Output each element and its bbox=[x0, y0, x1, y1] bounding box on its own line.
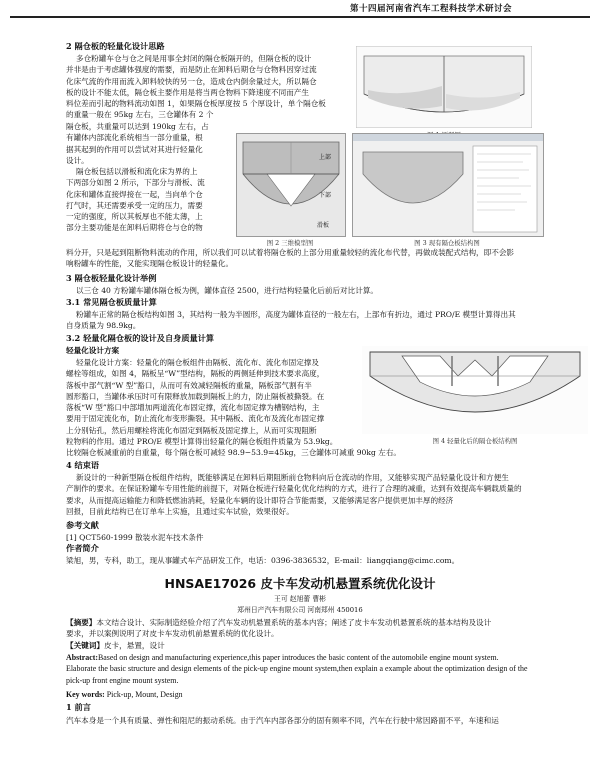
author-bio-heading: 作者简介 bbox=[66, 543, 99, 553]
text-line: 隔仓板包括以滑板和流化床为界的上 bbox=[76, 167, 198, 176]
text-line: 圆形豁口，当罐体承压时可有限释放加载到隔板上的力，防止隔板被撕裂。在 bbox=[66, 391, 325, 401]
author-bio-text: 梁旭，男，专科，助工，现从事罐式车产品研发工作，电话：0396-3836532，E-mail：liangqiang@cimc.com。 bbox=[66, 556, 460, 565]
abstract-line: 要求，并以案例说明了对皮卡车发动机前悬置系统的优化设计。 bbox=[66, 629, 279, 639]
text-line: 隔仓板，共重量可以达到 190kg 左右，占 bbox=[66, 122, 209, 131]
abstract-en-line bbox=[66, 652, 594, 663]
reference-item: [1] QCT560-1999 散装水泥车技术条件 bbox=[66, 533, 204, 542]
text-line: 要用于固定流化布，防止流化布变形撕裂。其中隔板、流化布及流化布固定撑 bbox=[66, 414, 325, 424]
section3-2-text bbox=[66, 357, 356, 447]
abstract-en-line: Elaborate the basic structure and design elements of the pick-up engine mount system,then explain a example about the optimization design of the bbox=[66, 664, 528, 674]
paper2-keywords-en bbox=[66, 689, 594, 700]
section2-para1 bbox=[66, 53, 356, 121]
header-rule bbox=[10, 16, 590, 18]
paper2-abstract bbox=[66, 617, 594, 651]
section4-text bbox=[66, 472, 594, 517]
figure-4-caption: 图 4 轻量化后的隔仓板结构图 bbox=[432, 437, 518, 445]
section3-2-label: 轻量化设计方案 bbox=[66, 346, 120, 355]
text-line: 板的设计不能太低，隔仓板主要作用是将当两仓物料下降速度不同而产生 bbox=[66, 87, 309, 97]
text-line: 料位差而引起的物料流动如图 1，如果隔仓板厚度按 5 个厚设计，单个隔仓板 bbox=[66, 99, 326, 109]
section2-para2 bbox=[66, 166, 231, 234]
text-line: 打气时，其还需要承受一定的压力，需要 bbox=[66, 200, 203, 210]
text-line: 下两部分如图 2 所示，下部分与滑板、流 bbox=[66, 178, 205, 188]
section2-heading: 2 隔仓板的轻量化设计思路 bbox=[66, 41, 165, 51]
abstract-text: 本文结合设计、实际制造经验介绍了汽车发动机悬置系统的基本内容；阐述了皮卡车发动机悬置系统的基本结构及设计 bbox=[96, 618, 492, 627]
text-line: 设计。 bbox=[66, 155, 89, 165]
section3-1-text bbox=[66, 309, 594, 332]
keywords-en-label: Key words: bbox=[66, 690, 105, 699]
text-line: 部分主要功能是在卸料后期将仓与仓的物 bbox=[66, 223, 203, 233]
text-line: 的重量一般在 95kg 左右，三仓罐体有 2 个 bbox=[66, 110, 214, 120]
text-line: 多仓粉罐车仓与仓之间是用事全封闭的隔仓板隔开的，但隔仓板的设计 bbox=[76, 54, 312, 63]
section3-2-summary: 比较隔仓板减重前的自重量，每个隔仓板可减轻 98.9−53.9=45kg，三仓罐体可减重 90kg 左右。 bbox=[66, 448, 402, 457]
label-upper: 上部 bbox=[319, 154, 332, 161]
section2-para2-cont bbox=[66, 247, 594, 270]
section4-heading: 4 结束语 bbox=[66, 460, 100, 470]
paper2-authors: 王可 赵旭蕾 曹彬 bbox=[274, 595, 326, 603]
section3-heading: 3 隔仓板轻量化设计举例 bbox=[66, 273, 157, 283]
abstract-en-label: Abstract: bbox=[66, 653, 98, 662]
text-line: 落板“W 型”豁口中部增加两道流化布固定撑，流化布固定撑为槽钢结构，主 bbox=[66, 403, 320, 413]
abstract-en-text: Based on design and manufacturing experience,this paper introduces the basic content of the automobile engine mount system. bbox=[98, 653, 499, 662]
section2-para1-cont bbox=[66, 121, 231, 166]
text-line: 化床和罐体直接焊接在一起，当向单个仓 bbox=[66, 189, 203, 199]
keywords-line bbox=[66, 640, 594, 651]
text-line: 响粉罐车的性能，又能实现隔仓板设计的轻量化。 bbox=[66, 259, 234, 269]
label-lower: 下部 bbox=[319, 192, 332, 199]
paper2-intro-heading: 1 前言 bbox=[66, 702, 91, 712]
principle-diagram bbox=[356, 46, 532, 128]
abstract-en-line: pick-up front engine mount system. bbox=[66, 675, 179, 685]
text-line: 回报，目前此结构已在订单车上实施，且通过实车试验，效果很好。 bbox=[66, 506, 294, 516]
text-line: 螺栓等组成，如图 4，隔板呈“W”型结构，隔板的两侧延伸到技术要求高度， bbox=[66, 369, 325, 379]
references-heading: 参考文献 bbox=[66, 520, 99, 530]
text-line: 一定的强度，所以其板厚也不能太薄，上 bbox=[66, 212, 203, 222]
figure-2-caption: 图 2 三维模型图 bbox=[266, 239, 314, 247]
paper2-abstract-en bbox=[66, 652, 594, 686]
figure-1-principle bbox=[356, 46, 532, 128]
paper2-title: HNSAE17026 皮卡车发动机悬置系统优化设计 bbox=[164, 576, 436, 591]
figure-3-current-structure bbox=[352, 133, 544, 237]
text-line: 轻量化设计方案：轻量化的隔仓板组件由隔板、流化布、流化布固定撑及 bbox=[76, 358, 319, 367]
figure-3-caption: 图 3 现有隔仓板结构图 bbox=[414, 239, 480, 247]
abstract-label: 【摘要】 bbox=[66, 618, 97, 627]
keywords-en-text: Pick-up, Mount, Design bbox=[106, 690, 183, 699]
paper2-affiliation: 郑州日产汽车有限公司 河南郑州 450016 bbox=[237, 606, 363, 614]
text-line: 产制作的要求。在保证粉罐车专用性能的前提下，对隔仓板进行轻量化优化结构的方式，进行了合理的减重，达到有效提高车辆载质量的 bbox=[66, 484, 522, 494]
text-line: 落板中部气割“W 型”豁口，从而可有效减轻隔板的重量，隔板部气割有半 bbox=[66, 380, 312, 390]
keywords-label: 【关键词】 bbox=[66, 640, 104, 650]
lightweight-partition-drawing bbox=[362, 346, 588, 434]
text-line: 化床气流的作用而流入卸料较快的另一仓，造成仓内倒余量过大，所以隔仓 bbox=[66, 76, 317, 86]
label-slide: 滑板 bbox=[317, 222, 330, 229]
text-line: 要求，从而提高运输能力和降低燃油消耗，轻量化车辆的设计即符合节能需要，又能够满足客户提供更加丰厚的经济 bbox=[66, 495, 454, 505]
text-line: 粉罐车正常的隔仓板结构如图 3，其结构一般为半圆形，高度为罐体直径的一般左右，上部布有折边，通过 PRO/E 模型计算得出其 bbox=[76, 310, 516, 319]
text-line: 上分别钻孔，然后用螺栓将流化布固定到隔板及固定撑上，从而可实现阻断 bbox=[66, 425, 317, 435]
figure-2-3d-model bbox=[236, 133, 346, 237]
section3-2-heading: 3.2 轻量化隔仓板的设计及自身质量计算 bbox=[66, 333, 215, 343]
text-line: 有罐体内部流化系统相当一部分重量，根 bbox=[66, 133, 203, 143]
text-line: 自身质量为 98.9kg。 bbox=[66, 321, 141, 331]
text-line: 并非是由于考虑罐体强度的需要，而是防止在卸料后期仓与仓物料因穿过流 bbox=[66, 65, 317, 75]
text-line: 料分开，只是起到阻断物料流动的作用，所以我们可以试着将隔仓板的上部分用重量较轻的流化布代替，再做成装配式结构，即不会影 bbox=[66, 248, 515, 257]
section3-intro: 以三仓 40 方粉罐车罐体隔仓板为例，罐体直径 2500，进行结构轻量化后前后对比计算。 bbox=[76, 286, 379, 295]
abstract-line bbox=[66, 617, 594, 628]
section3-1-heading: 3.1 常见隔仓板质量计算 bbox=[66, 297, 157, 307]
cad-screenshot bbox=[353, 134, 543, 236]
figure-4-lightweight-structure bbox=[362, 346, 588, 434]
text-line: 新设计的一种新型隔仓板组件结构，既能够满足在卸料后期阻断前仓物料向后仓流动的作用，又能够实现产品轻量化设计和方便生 bbox=[76, 473, 509, 482]
paper2-intro-line: 汽车本身是一个具有质量、弹性和阻尼的振动系统。由于汽车内部各部分的固有频率不同，汽车在行驶中常因路面不平，车速和运 bbox=[66, 716, 499, 725]
text-line: 据其起到的作用可以尝试对其进行轻量化 bbox=[66, 144, 203, 154]
conference-header: 第十四届河南省汽车工程科技学术研讨会 bbox=[350, 4, 513, 14]
text-line: 粒物料的作用。通过 PRO/E 模型计算得出轻量化的隔仓板组件质量为 53.9kg。 bbox=[66, 437, 338, 447]
keywords-text: 皮卡，悬置，设计 bbox=[103, 640, 165, 650]
